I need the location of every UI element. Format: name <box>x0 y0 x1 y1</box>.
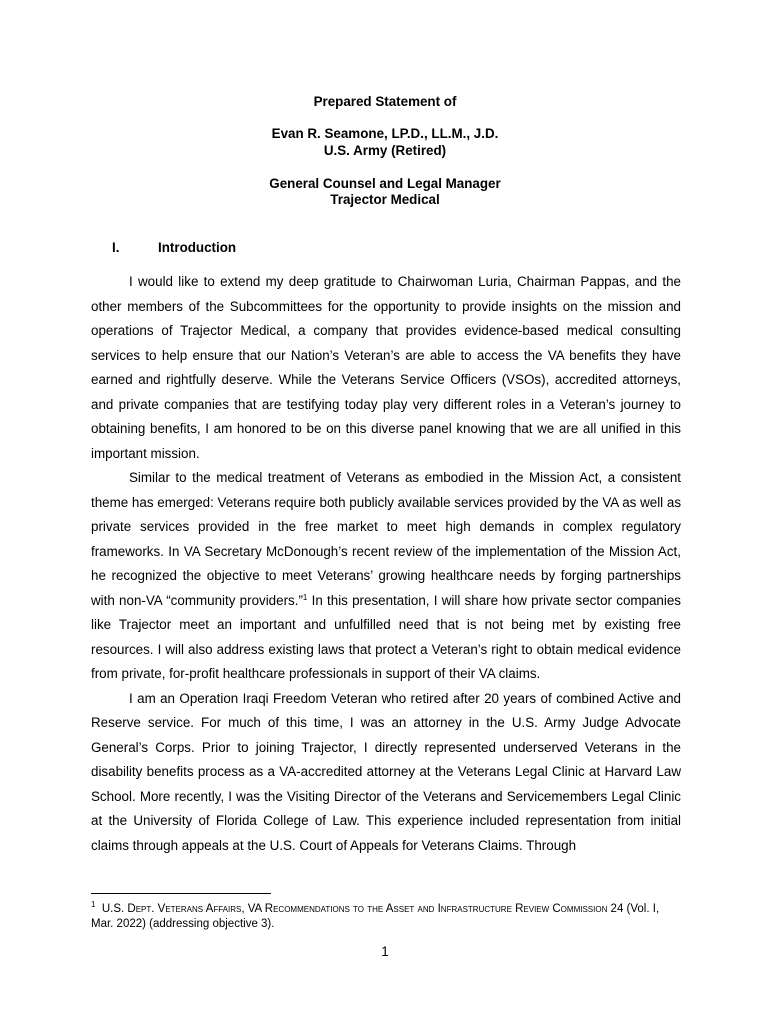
body-text <box>91 270 681 858</box>
author-position: General Counsel and Legal Manager <box>269 176 501 191</box>
paragraph-2-part-a: Similar to the medical treatment of Veterans as embodied in the Mission Act, a consistent theme has emerged: Veterans require both publicly available services provided by the VA as well as private services provided in the free market to meet high demands in complex regulatory frameworks. In VA Secretary McDonough’s recent review of the implementation of the Mission Act, he recognized the objective to meet Veterans’ growing healthcare needs by forging partnerships with non-VA “community providers.” <box>91 470 682 608</box>
footnote-rest: 24 (Vol. I, Mar. 2022) (addressing objective 3). <box>91 903 660 930</box>
footnote-citation: U.S. Dept. Veterans Affairs, VA Recommendations to the Asset and Infrastructure Review Commission <box>101 903 608 915</box>
statement-title: Prepared Statement of <box>313 94 457 109</box>
author-rank: U.S. Army (Retired) <box>323 143 447 158</box>
footnote <box>91 902 681 932</box>
paragraph-2 <box>91 466 681 687</box>
paragraph-1: I would like to extend my deep gratitude to Chairwoman Luria, Chairman Pappas, and the other members of the Subcommittees for the opportunity to provide insights on the mission and operations of Trajector Medical, a company that provides evidence-based medical consulting services to help ensure that our Nation’s Veteran’s are able to access the VA benefits they have earned and rightfully deserve. While the Veterans Service Officers (VSOs), accredited attorneys, and private companies that are testifying today play very different roles in a Veteran’s journey to obtaining benefits, I am honored to be on this diverse panel knowing that we are all unified in this important mission. <box>91 274 681 461</box>
page-number: 1 <box>381 944 389 959</box>
section-number: I. <box>112 240 120 255</box>
paragraph-3: I am an Operation Iraqi Freedom Veteran who retired after 20 years of combined Active and Reserve service. For much of this time, I was an attorney in the U.S. Army Judge Advocate General’s Corps. Prior to joining Trajector, I directly represented underserved Veterans in the disability benefits process as a VA-accredited attorney at the Veterans Legal Clinic at Harvard Law School. More recently, I was the Visiting Director of the Veterans and Servicemembers Legal Clinic at the University of Florida College of Law. This experience included representation from initial claims through appeals at the U.S. Court of Appeals for Veterans Claims. Through <box>91 690 681 853</box>
paragraph-2-part-b: In this presentation, I will share how private sector companies like Trajector meet an important and unfulfilled need that is not being met by existing free resources. I will also address existing laws that protect a Veteran’s right to obtain medical evidence from private, for-profit healthcare professionals in support of their VA claims. <box>91 592 681 681</box>
author-name: Evan R. Seamone, LP.D., LL.M., J.D. <box>271 126 499 141</box>
company-name: Trajector Medical <box>330 192 440 207</box>
footnote-number: 1 <box>91 900 96 909</box>
footnote-ref[interactable]: 1 <box>302 592 308 602</box>
footnote-divider <box>91 893 271 894</box>
section-title: Introduction <box>158 240 237 255</box>
